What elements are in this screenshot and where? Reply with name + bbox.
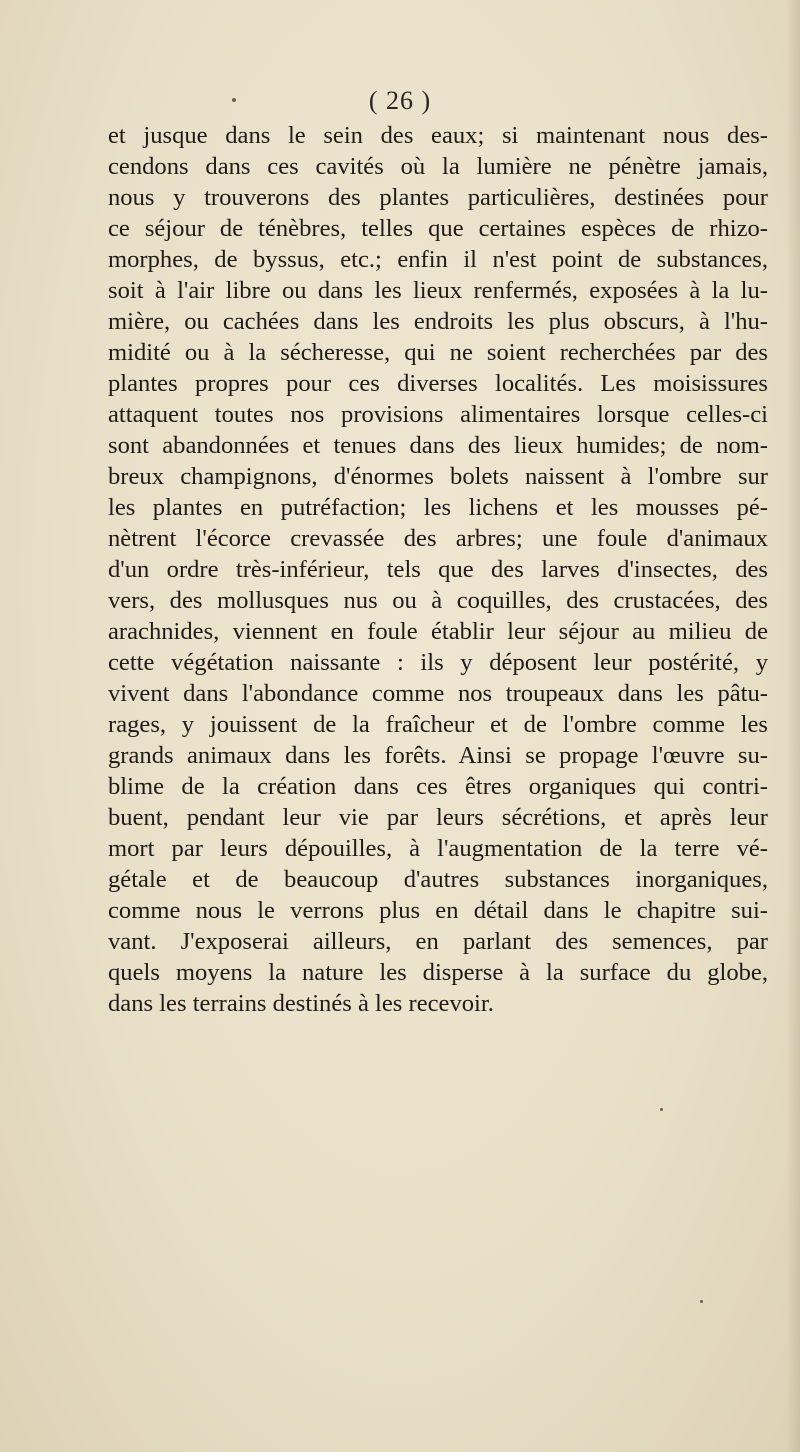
paper-speck xyxy=(700,1300,703,1303)
text-line: d'un ordre très-inférieur, tels que des larves d'insectes, des xyxy=(108,556,768,583)
text-line: buent, pendant leur vie par leurs sécrétions, et après leur xyxy=(108,804,768,831)
page-number: ( 26 ) xyxy=(368,86,432,115)
text-line: vivent dans l'abondance comme nos troupeaux dans les pâtu- xyxy=(108,680,768,707)
text-line: mière, ou cachées dans les endroits les plus obscurs, à l'hu- xyxy=(108,308,768,335)
paper-speck xyxy=(232,98,236,102)
paper-speck xyxy=(660,1108,663,1111)
text-line: dans les terrains destinés à les recevoir. xyxy=(108,990,494,1017)
text-line: sont abandonnées et tenues dans des lieux humides; de nom- xyxy=(108,432,768,459)
text-line: ce séjour de ténèbres, telles que certaines espèces de rhizo- xyxy=(108,215,768,242)
text-line: nous y trouverons des plantes particulières, destinées pour xyxy=(108,184,768,211)
text-line: rages, y jouissent de la fraîcheur et de l'ombre comme les xyxy=(108,711,768,738)
text-line: breux champignons, d'énormes bolets naissent à l'ombre sur xyxy=(108,463,768,490)
page-edge-shadow xyxy=(786,0,800,1452)
text-line: morphes, de byssus, etc.; enfin il n'est point de substances, xyxy=(108,246,768,273)
text-line: les plantes en putréfaction; les lichens et les mousses pé- xyxy=(108,494,768,521)
text-line: et jusque dans le sein des eaux; si maintenant nous des- xyxy=(108,122,768,149)
text-line: vers, des mollusques nus ou à coquilles, des crustacées, des xyxy=(108,587,768,614)
text-line: quels moyens la nature les disperse à la surface du globe, xyxy=(108,959,768,986)
text-line: mort par leurs dépouilles, à l'augmentation de la terre vé- xyxy=(108,835,768,862)
text-line: blime de la création dans ces êtres organiques qui contri- xyxy=(108,773,768,800)
text-line: attaquent toutes nos provisions alimentaires lorsque celles-ci xyxy=(108,401,768,428)
body-text xyxy=(108,120,768,1019)
text-line: nètrent l'écorce crevassée des arbres; une foule d'animaux xyxy=(108,525,768,552)
text-line: vant. J'exposerai ailleurs, en parlant des semences, par xyxy=(108,928,768,955)
text-line: cendons dans ces cavités où la lumière ne pénètre jamais, xyxy=(108,153,768,180)
text-line: midité ou à la sécheresse, qui ne soient recherchées par des xyxy=(108,339,768,366)
text-line: grands animaux dans les forêts. Ainsi se propage l'œuvre su- xyxy=(108,742,768,769)
text-line: plantes propres pour ces diverses localités. Les moisissures xyxy=(108,370,768,397)
text-line: arachnides, viennent en foule établir leur séjour au milieu de xyxy=(108,618,768,645)
text-line: cette végétation naissante : ils y déposent leur postérité, y xyxy=(108,649,768,676)
text-line: comme nous le verrons plus en détail dans le chapitre sui- xyxy=(108,897,768,924)
text-line: soit à l'air libre ou dans les lieux renfermés, exposées à la lu- xyxy=(108,277,768,304)
text-line: gétale et de beaucoup d'autres substances inorganiques, xyxy=(108,866,768,893)
